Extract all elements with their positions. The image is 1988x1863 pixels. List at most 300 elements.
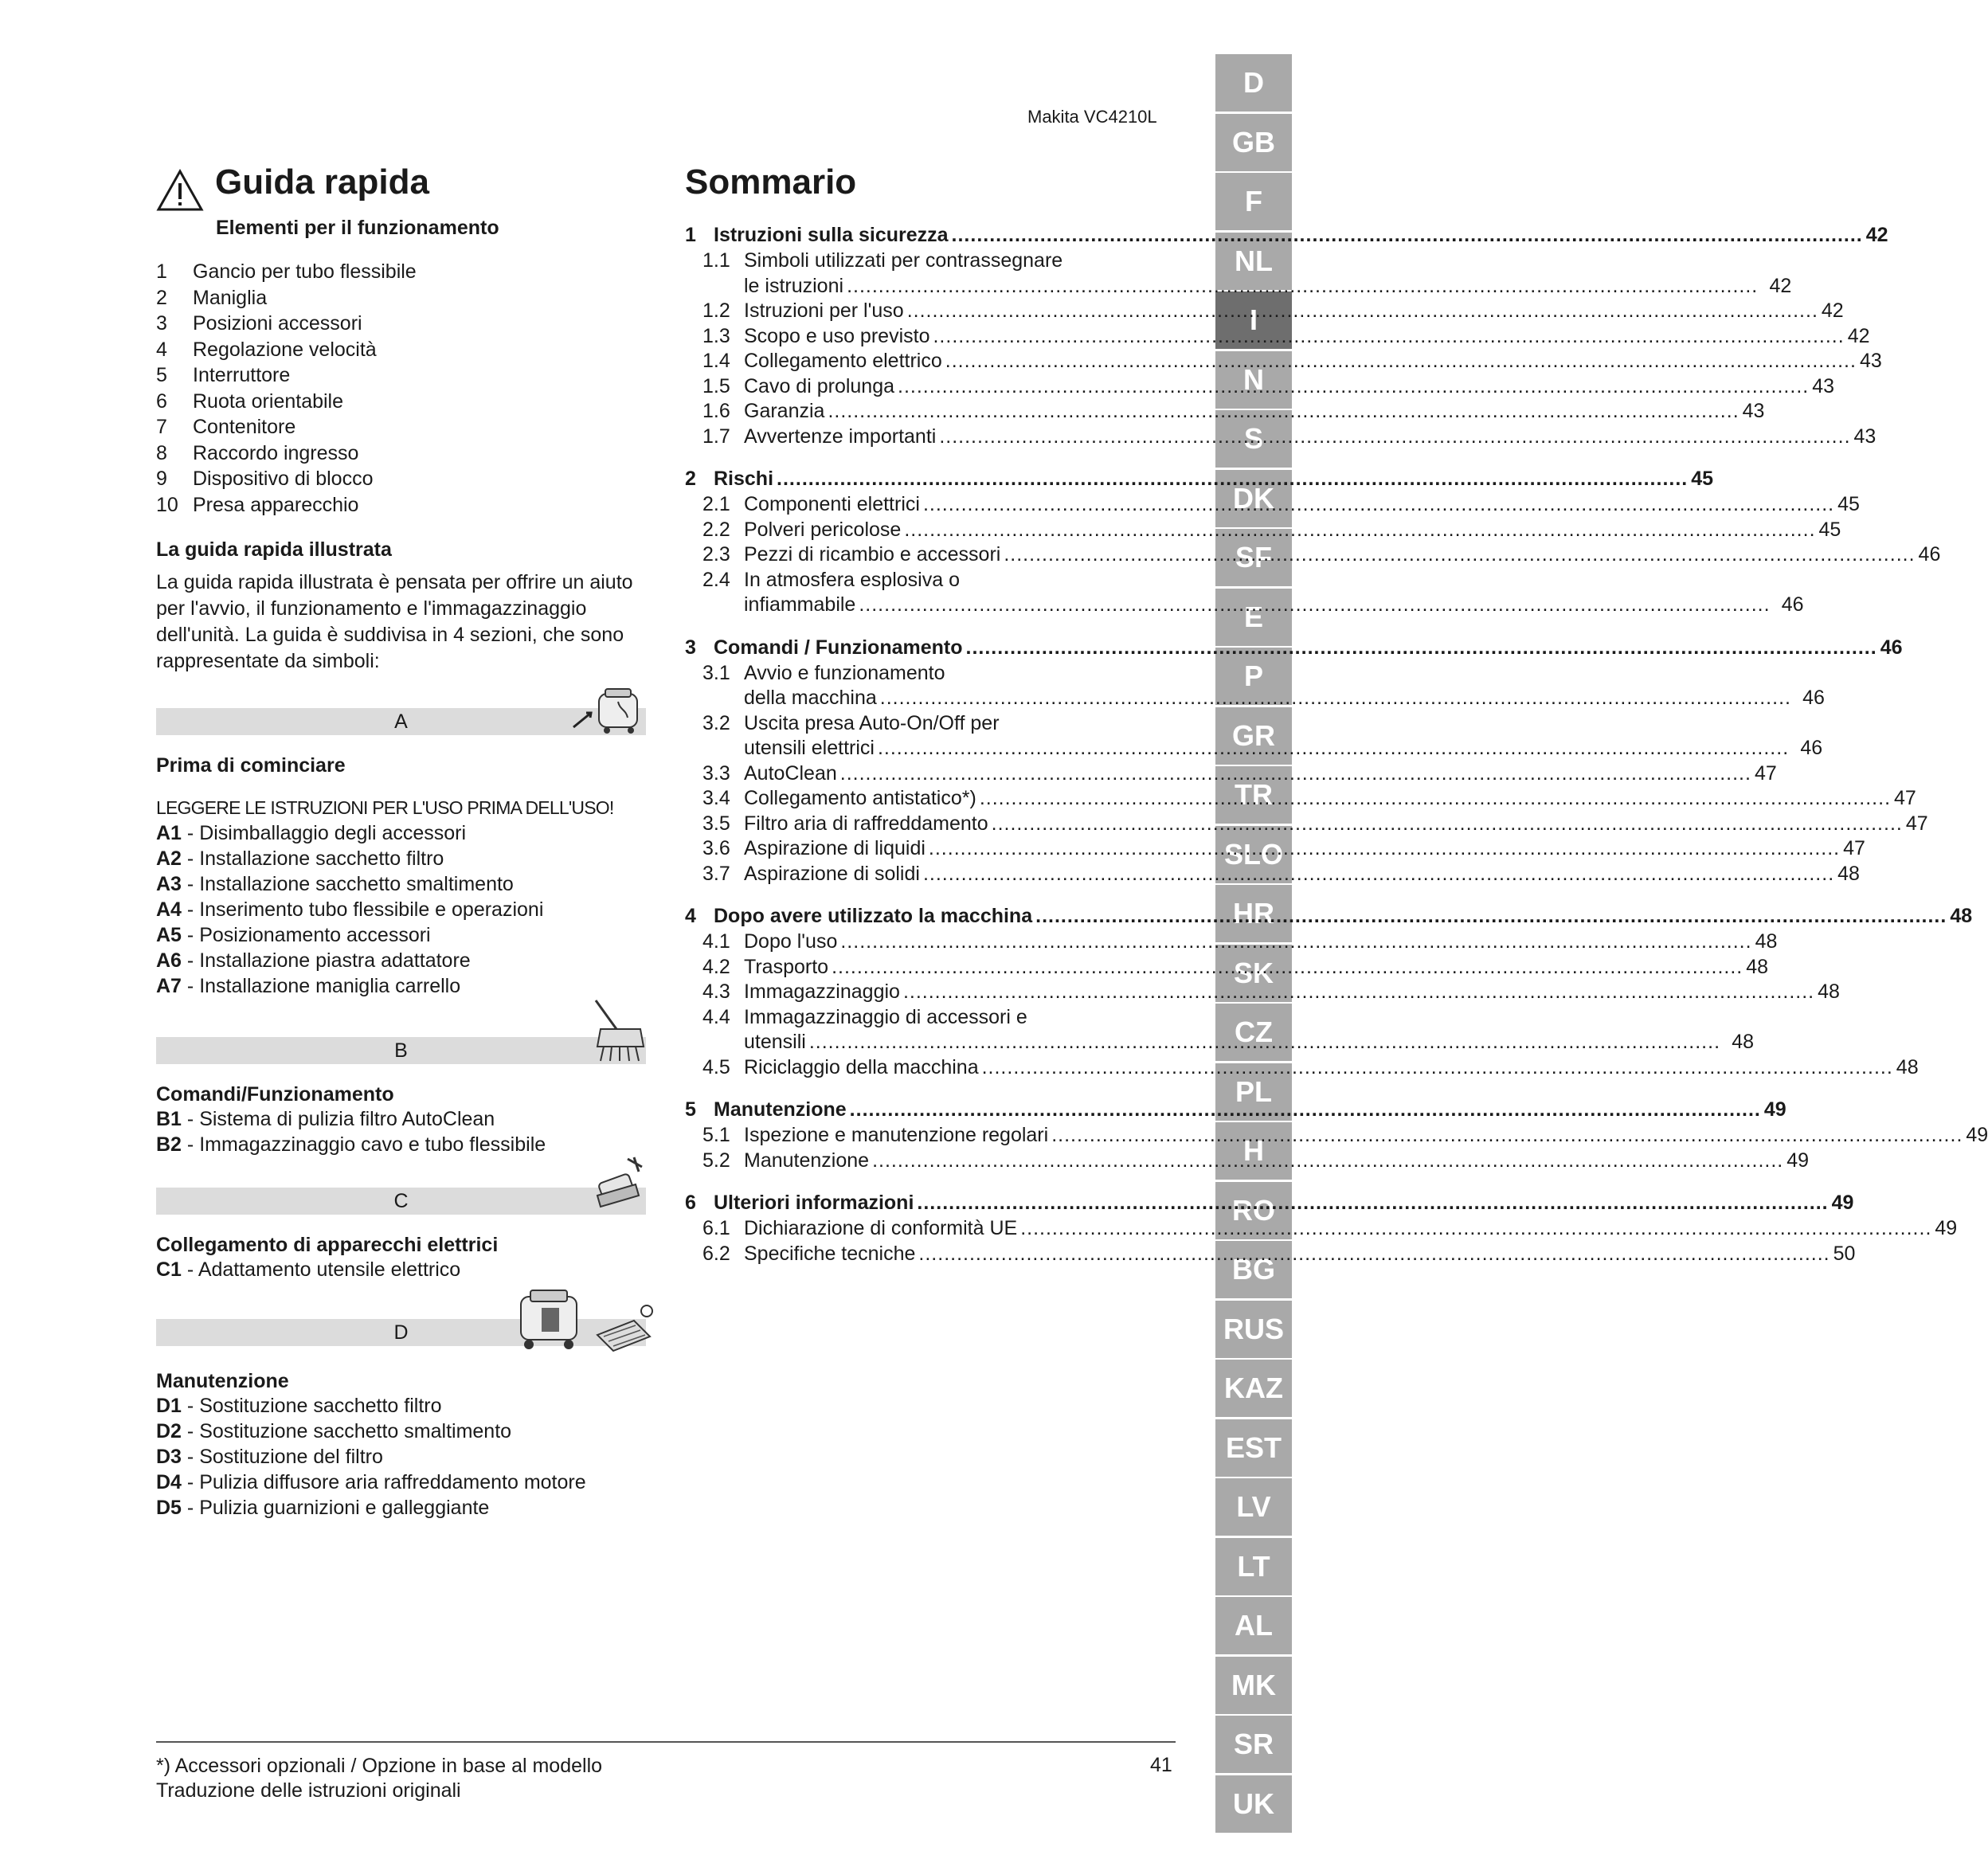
subsection-page: 47: [1894, 787, 1916, 809]
subsection-wrap: [744, 661, 1825, 711]
step-separator: -: [181, 924, 200, 946]
step-code: A4: [156, 898, 182, 921]
language-tab-sk[interactable]: SK: [1215, 945, 1292, 1002]
toc-subsection-entry[interactable]: [685, 930, 1778, 955]
toc-subsection-entry[interactable]: [685, 812, 1928, 837]
subsection-page: 42: [1821, 299, 1844, 322]
subsection-number: 3.7: [702, 862, 730, 885]
element-label: Posizioni accessori: [193, 312, 362, 335]
step-code: A1: [156, 822, 182, 844]
subsection-page: 49: [1786, 1149, 1810, 1172]
leader-dots: [907, 299, 1818, 324]
language-tab-e[interactable]: E: [1215, 589, 1292, 646]
step-text: Installazione sacchetto filtro: [199, 847, 444, 870]
subsection-page: 46: [1781, 593, 1804, 616]
step-code: D5: [156, 1497, 182, 1519]
leader-dots: [1004, 542, 1915, 568]
subsection-page: 43: [1812, 374, 1835, 397]
subsection-number: 1.3: [702, 324, 730, 347]
language-tab-est[interactable]: EST: [1215, 1419, 1292, 1477]
subsection-title: Cavo di prolunga: [744, 374, 895, 397]
step-separator: -: [181, 1497, 200, 1519]
guide-step-item: [156, 1495, 650, 1521]
footer-divider: [156, 1741, 1176, 1743]
toc-chapter-entry[interactable]: [685, 465, 1714, 492]
step-code: D2: [156, 1420, 182, 1442]
step-separator: -: [181, 1471, 200, 1493]
warning-triangle-icon: [156, 169, 204, 212]
step-text: Installazione maniglia carrello: [199, 975, 461, 997]
step-code: A2: [156, 847, 182, 870]
step-text: Disimballaggio degli accessori: [199, 822, 467, 844]
guide-step-item: [156, 820, 650, 846]
language-tab-rus[interactable]: RUS: [1215, 1301, 1292, 1358]
toc-title: Sommario: [685, 162, 857, 202]
step-text: Sostituzione del filtro: [199, 1446, 383, 1468]
step-separator: -: [181, 1258, 198, 1281]
chapter-title: Comandi / Funzionamento: [714, 636, 963, 659]
step-code: B1: [156, 1108, 182, 1130]
model-name: Makita VC4210L: [1027, 107, 1157, 127]
step-separator: -: [181, 975, 200, 997]
operating-element-item: [156, 362, 650, 389]
subsection-number: 3.6: [702, 837, 730, 859]
leader-dots: [939, 425, 1850, 450]
operating-element-item: [156, 492, 650, 519]
subsection-title-continued: [744, 686, 1825, 711]
subsection-title: Garanzia: [744, 400, 825, 422]
toc-chapter-entry[interactable]: [685, 221, 1888, 249]
language-tab-gb[interactable]: GB: [1215, 114, 1292, 171]
subsection-title: Immagazzinaggio di accessori e: [744, 1005, 1027, 1028]
guide-step-item: [156, 1393, 650, 1419]
subsection-page: 48: [1746, 955, 1769, 978]
leader-dots: [878, 736, 1789, 761]
step-text: Inserimento tubo flessibile e operazioni: [199, 898, 544, 921]
language-tab-sf[interactable]: SF: [1215, 529, 1292, 586]
step-separator: -: [181, 898, 200, 921]
step-text: Installazione piastra adattatore: [199, 949, 471, 972]
guide-step-item: [156, 922, 650, 948]
guide-step-item: [156, 1444, 650, 1470]
leader-dots: [777, 465, 1688, 492]
element-label: Regolazione velocità: [193, 338, 377, 361]
illustrated-guide-text: La guida rapida illustrata è pensata per offrire un aiuto per l'avvio, il funzionamento e l'immagazzinaggio dell'unità. La guida è suddivisa in 4 sezioni, che sono rappresentate da simboli:: [156, 571, 633, 672]
step-code: D4: [156, 1471, 182, 1493]
toc-subsection-entry[interactable]: [685, 374, 1835, 400]
leader-dots: [1020, 1216, 1931, 1242]
subsection-number: 2.2: [702, 518, 730, 541]
subsection-number: 1.6: [702, 400, 730, 422]
chapter-page: 49: [1831, 1192, 1854, 1214]
section-a-note: LEGGERE LE ISTRUZIONI PER L'USO PRIMA DELL'USO!: [156, 797, 614, 818]
subsection-title-continued: [744, 1030, 1754, 1055]
language-tab-p[interactable]: P: [1215, 648, 1292, 705]
chapter-page: 49: [1763, 1098, 1786, 1121]
language-tab-slo[interactable]: SLO: [1215, 826, 1292, 883]
chapter-title: Rischi: [714, 468, 774, 490]
section-b-list: [156, 1106, 650, 1157]
footer-notes: [156, 1754, 602, 1803]
element-number: 6: [156, 389, 167, 413]
quick-guide-column: [156, 159, 650, 1521]
section-d-bar: D: [156, 1319, 646, 1346]
language-tab-hr[interactable]: HR: [1215, 885, 1292, 942]
element-number: 7: [156, 416, 167, 438]
language-tab-lt[interactable]: LT: [1215, 1538, 1292, 1595]
subsection-title: Immagazzinaggio: [744, 980, 900, 1003]
subsection-title: Filtro aria di raffreddamento: [744, 812, 988, 835]
toc-subsection-entry[interactable]: [685, 1055, 1919, 1081]
step-code: A3: [156, 873, 182, 895]
leader-dots: [1051, 1123, 1963, 1149]
operating-element-item: [156, 259, 650, 285]
subsection-number: 1.5: [702, 374, 730, 397]
chapter-number: 2: [685, 468, 696, 490]
toc-subsection-entry[interactable]: [685, 980, 1840, 1005]
subsection-title: Ispezione e manutenzione regolari: [744, 1124, 1049, 1146]
section-a-list: [156, 820, 650, 999]
element-label: Interruttore: [193, 364, 291, 386]
toc-subsection-entry[interactable]: [685, 862, 1860, 887]
leader-dots: [840, 930, 1751, 955]
element-label: Maniglia: [193, 286, 268, 309]
language-tab-al[interactable]: AL: [1215, 1597, 1292, 1654]
chapter-number: 3: [685, 636, 696, 659]
language-tab-n[interactable]: N: [1215, 351, 1292, 409]
toc-subsection-entry[interactable]: [685, 1149, 1810, 1174]
language-tab-cz[interactable]: CZ: [1215, 1004, 1292, 1061]
toc-subsection-entry[interactable]: [685, 299, 1844, 324]
leader-dots: [992, 812, 1903, 837]
step-separator: -: [181, 1446, 200, 1468]
step-code: A7: [156, 975, 182, 997]
subsection-number: 3.4: [702, 787, 730, 809]
step-separator: -: [181, 1395, 200, 1417]
leader-dots: [904, 518, 1815, 543]
toc-chapter-entry[interactable]: [685, 1096, 1786, 1123]
chapter-title: Istruzioni sulla sicurezza: [714, 224, 949, 246]
subsection-title: Riciclaggio della macchina: [744, 1055, 979, 1078]
subsection-title: AutoClean: [744, 761, 837, 785]
guide-step-item: [156, 1132, 650, 1157]
subsection-page: 47: [1754, 761, 1777, 785]
guide-step-item: [156, 1106, 650, 1132]
element-label: Contenitore: [193, 416, 296, 438]
toc-subsection-entry[interactable]: [685, 1216, 1958, 1242]
leader-dots: [859, 593, 1770, 618]
subsection-number: 2.1: [702, 493, 730, 515]
subsection-page: 48: [1818, 980, 1840, 1003]
subsection-number: 4.2: [702, 955, 730, 978]
subsection-title-line2: le istruzioni: [744, 274, 844, 297]
subsection-number: 4.3: [702, 980, 730, 1003]
subsection-number: 2.4: [702, 568, 730, 591]
step-separator: -: [181, 949, 200, 972]
step-code: C1: [156, 1258, 182, 1281]
language-tab-dk[interactable]: DK: [1215, 470, 1292, 527]
leader-dots: [966, 634, 1877, 661]
element-number: 3: [156, 312, 167, 335]
leader-dots: [847, 274, 1758, 299]
step-code: A5: [156, 924, 182, 946]
step-text: Pulizia diffusore aria raffreddamento motore: [199, 1471, 586, 1493]
leader-dots: [923, 492, 1834, 518]
section-b-bar: B: [156, 1037, 646, 1064]
chapter-number: 5: [685, 1098, 696, 1121]
step-separator: -: [181, 1108, 200, 1130]
step-separator: -: [181, 873, 200, 895]
subsection-title: Scopo e uso previsto: [744, 324, 930, 347]
element-number: 1: [156, 260, 167, 283]
leader-dots: [917, 1189, 1828, 1216]
toc-subsection-entry[interactable]: [685, 761, 1777, 787]
subsection-title: Specifiche tecniche: [744, 1242, 916, 1265]
subsection-title: Aspirazione di liquidi: [744, 837, 926, 859]
subsection-title-line2: utensili: [744, 1031, 806, 1053]
subsection-number: 1.1: [702, 249, 730, 272]
language-tab-i[interactable]: I: [1215, 292, 1292, 349]
toc-subsection-entry[interactable]: [685, 324, 1870, 350]
step-text: Installazione sacchetto smaltimento: [199, 873, 514, 895]
leader-dots: [840, 761, 1751, 787]
element-label: Raccordo ingresso: [193, 441, 359, 464]
section-c-list: [156, 1257, 650, 1282]
subsection-title-continued: [744, 593, 1804, 618]
subsection-page: 46: [1800, 737, 1823, 759]
subsection-page: 48: [1732, 1031, 1755, 1053]
element-number: 10: [156, 493, 178, 516]
toc-subsection-entry[interactable]: [685, 661, 1825, 711]
subsection-title-line2: utensili elettrici: [744, 737, 875, 759]
leader-dots: [945, 349, 1857, 374]
step-text: Pulizia guarnizioni e galleggiante: [199, 1497, 490, 1519]
language-tab-mk[interactable]: MK: [1215, 1657, 1292, 1714]
operating-element-item: [156, 337, 650, 363]
guide-step-item: [156, 871, 650, 897]
toc-section: [685, 1096, 1988, 1173]
vacuum-unpacking-icon: [570, 686, 647, 735]
language-tab-gr[interactable]: GR: [1215, 707, 1292, 765]
subsection-title: Avvio e funzionamento: [744, 661, 945, 684]
subsection-wrap: [744, 1005, 1754, 1055]
chapter-number: 6: [685, 1192, 696, 1214]
toc-chapter-entry[interactable]: [685, 634, 1903, 661]
subsection-title: In atmosfera esplosiva o: [744, 568, 960, 591]
leader-dots: [923, 862, 1834, 887]
language-tab-d[interactable]: D: [1215, 54, 1292, 112]
subsection-title: Collegamento elettrico: [744, 350, 942, 372]
subsection-number: 5.2: [702, 1149, 730, 1172]
subsection-title: Simboli utilizzati per contrassegnare: [744, 249, 1063, 272]
subsection-title: Uscita presa Auto-On/Off per: [744, 711, 1000, 734]
illustrated-guide-heading: La guida rapida illustrata: [156, 538, 392, 561]
language-tab-f[interactable]: F: [1215, 173, 1292, 230]
operating-element-item: [156, 285, 650, 311]
subsection-page: 50: [1833, 1242, 1856, 1265]
subsection-title: Trasporto: [744, 955, 829, 978]
section-d-heading: Manutenzione: [156, 1370, 289, 1392]
operating-elements-heading: Elementi per il funzionamento: [216, 217, 499, 239]
quick-guide-title: Guida rapida: [215, 162, 429, 202]
language-tab-tr[interactable]: TR: [1215, 766, 1292, 824]
toc-subsection-entry[interactable]: [685, 518, 1841, 543]
element-label: Presa apparecchio: [193, 493, 359, 516]
toc-subsection-entry[interactable]: [685, 1242, 1856, 1267]
guide-step-item: [156, 897, 650, 922]
step-text: Posizionamento accessori: [199, 924, 431, 946]
element-label: Ruota orientabile: [193, 389, 344, 413]
step-separator: -: [181, 847, 200, 870]
subsection-page: 48: [1896, 1055, 1919, 1078]
section-c-bar: C: [156, 1188, 646, 1215]
power-tool-icon: [593, 1156, 645, 1211]
subsection-title: Avvertenze importanti: [744, 425, 937, 448]
element-number: 4: [156, 338, 167, 361]
leader-dots: [982, 1055, 1893, 1081]
language-tab-pl[interactable]: PL: [1215, 1063, 1292, 1121]
subsection-title: Polveri pericolose: [744, 518, 902, 541]
leader-dots: [832, 955, 1743, 980]
subsection-title: Collegamento antistatico*): [744, 787, 976, 809]
subsection-number: 3.5: [702, 812, 730, 835]
subsection-number: 4.1: [702, 930, 730, 953]
subsection-number: 1.7: [702, 425, 730, 448]
toc-subsection-entry[interactable]: [685, 425, 1876, 450]
step-code: B2: [156, 1133, 182, 1156]
subsection-wrap: [744, 568, 1804, 618]
step-separator: -: [181, 822, 200, 844]
subsection-page: 46: [1918, 543, 1941, 566]
language-tab-h[interactable]: H: [1215, 1122, 1292, 1180]
leader-dots: [952, 221, 1863, 249]
leader-dots: [918, 1242, 1830, 1267]
guide-step-item: [156, 973, 650, 999]
section-a-heading: Prima di cominciare: [156, 754, 346, 777]
section-a-bar: A: [156, 708, 646, 735]
chapter-title: Manutenzione: [714, 1098, 847, 1121]
subsection-number: 6.2: [702, 1242, 730, 1265]
subsection-number: 2.3: [702, 543, 730, 566]
subsection-page: 42: [1769, 274, 1792, 297]
language-tab-nl[interactable]: NL: [1215, 233, 1292, 290]
leader-dots: [980, 786, 1891, 812]
subsection-number: 4.4: [702, 1005, 730, 1028]
leader-dots: [828, 399, 1739, 425]
subsection-page: 48: [1755, 930, 1778, 953]
subsection-number: 5.1: [702, 1124, 730, 1146]
step-code: A6: [156, 949, 182, 972]
chapter-page: 45: [1691, 468, 1714, 490]
operating-element-item: [156, 414, 650, 440]
chapter-title: Ulteriori informazioni: [714, 1192, 914, 1214]
element-number: 8: [156, 441, 167, 464]
guide-step-item: [156, 1470, 650, 1495]
step-code: D1: [156, 1395, 182, 1417]
chapter-number: 1: [685, 224, 696, 246]
subsection-title: Componenti elettrici: [744, 493, 920, 515]
subsection-number: 3.3: [702, 761, 730, 785]
subsection-page: 47: [1843, 837, 1865, 859]
toc-subsection-entry[interactable]: [685, 349, 1882, 374]
language-tab-sr[interactable]: SR: [1215, 1716, 1292, 1773]
subsection-title-line2: della macchina: [744, 687, 877, 709]
toc-subsection-entry[interactable]: [685, 1123, 1988, 1149]
subsection-page: 45: [1818, 518, 1841, 541]
element-number: 9: [156, 468, 167, 490]
toc-subsection-entry[interactable]: [685, 568, 1804, 618]
operating-element-item: [156, 311, 650, 337]
subsection-title-line2: infiammabile: [744, 593, 856, 616]
subsection-title-continued: [744, 736, 1822, 761]
leader-dots: [1035, 902, 1947, 930]
subsection-number: 1.4: [702, 350, 730, 372]
guide-step-item: [156, 846, 650, 871]
subsection-title: Dopo l'uso: [744, 930, 838, 953]
subsection-page: 48: [1837, 862, 1860, 885]
leader-dots: [809, 1030, 1720, 1055]
subsection-title-continued: [744, 274, 1791, 299]
operating-element-item: [156, 440, 650, 467]
subsection-number: 6.1: [702, 1217, 730, 1239]
step-text: Immagazzinaggio cavo e tubo flessibile: [199, 1133, 546, 1156]
leader-dots: [880, 686, 1791, 711]
chapter-number: 4: [685, 905, 696, 927]
chapter-page: 46: [1880, 636, 1903, 659]
guide-step-item: [156, 1257, 650, 1282]
language-tab-uk[interactable]: UK: [1215, 1775, 1292, 1833]
filter-cleaning-icon: [593, 997, 648, 1064]
step-separator: -: [181, 1133, 200, 1156]
language-tab-ro[interactable]: RO: [1215, 1182, 1292, 1239]
section-c-heading: Collegamento di apparecchi elettrici: [156, 1234, 499, 1256]
subsection-number: 1.2: [702, 299, 730, 322]
leader-dots: [929, 836, 1840, 862]
step-text: Sostituzione sacchetto smaltimento: [199, 1420, 512, 1442]
subsection-page: 49: [1935, 1217, 1958, 1239]
guide-step-item: [156, 948, 650, 973]
translation-note: Traduzione delle istruzioni originali: [156, 1779, 461, 1802]
section-d-list: [156, 1393, 650, 1521]
subsection-title: Aspirazione di solidi: [744, 862, 920, 885]
leader-dots: [903, 980, 1814, 1005]
chapter-title: Dopo avere utilizzato la macchina: [714, 905, 1033, 927]
guide-step-item: [156, 1419, 650, 1444]
element-label: Gancio per tubo flessibile: [193, 260, 417, 283]
subsection-page: 47: [1905, 812, 1928, 835]
toc-subsection-entry[interactable]: [685, 399, 1765, 425]
language-tab-kaz[interactable]: KAZ: [1215, 1360, 1292, 1417]
operating-element-item: [156, 389, 650, 415]
element-label: Dispositivo di blocco: [193, 468, 374, 490]
subsection-wrap: [744, 249, 1791, 299]
subsection-wrap: [744, 711, 1822, 761]
language-tab-lv[interactable]: LV: [1215, 1478, 1292, 1536]
chapter-page: 42: [1865, 224, 1888, 246]
step-code: D3: [156, 1446, 182, 1468]
subsection-page: 42: [1847, 324, 1870, 347]
element-number: 5: [156, 364, 167, 386]
subsection-page: 49: [1966, 1124, 1988, 1146]
leader-dots: [850, 1096, 1761, 1123]
subsection-page: 43: [1853, 425, 1876, 448]
language-tab-s[interactable]: S: [1215, 410, 1292, 468]
language-tab-bg[interactable]: BG: [1215, 1241, 1292, 1298]
subsection-number: 3.1: [702, 661, 730, 684]
section-b-heading: Comandi/Funzionamento: [156, 1083, 394, 1106]
subsection-title: Manutenzione: [744, 1149, 870, 1172]
subsection-number: 4.5: [702, 1055, 730, 1078]
